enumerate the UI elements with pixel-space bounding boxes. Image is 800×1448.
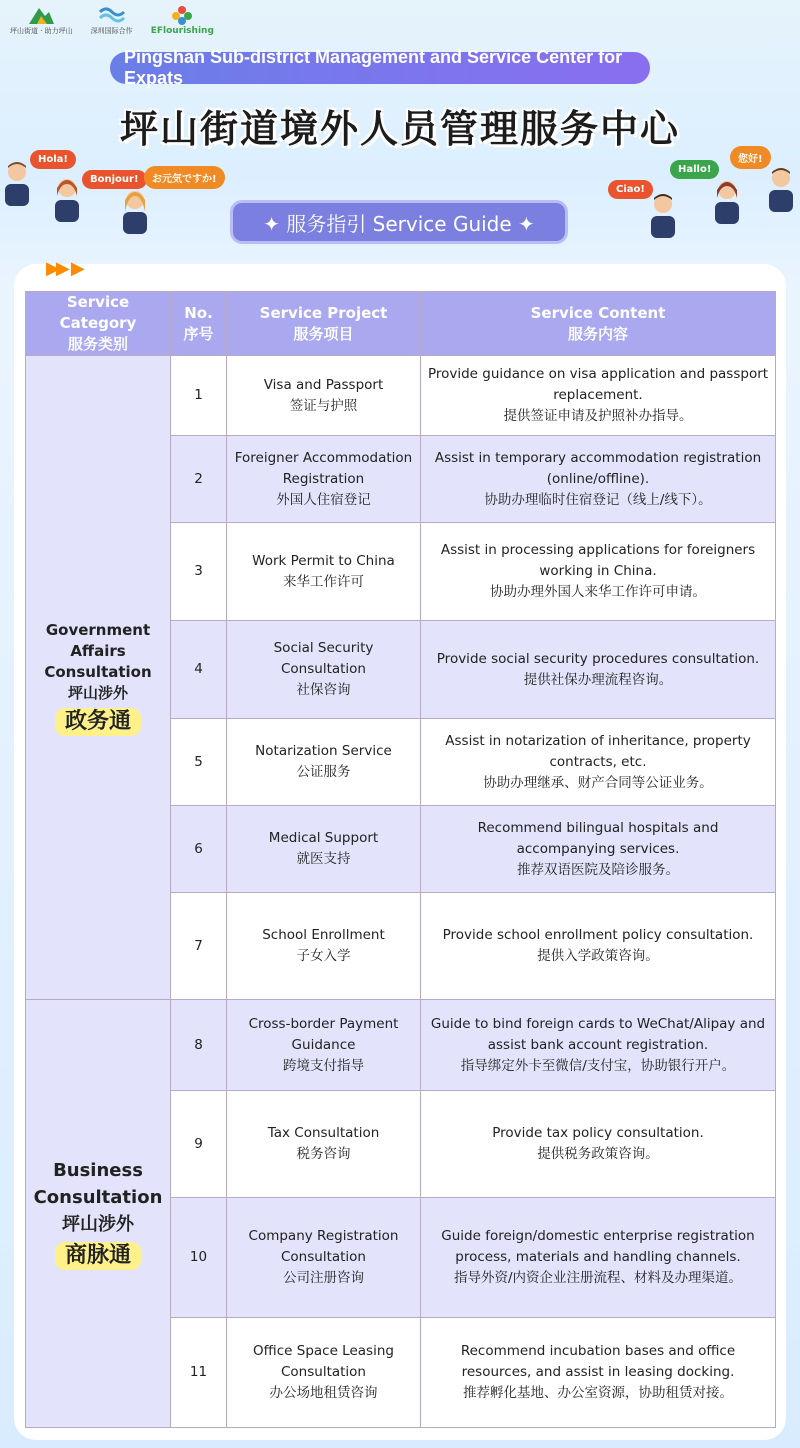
greeting-bubble: Hola! — [30, 150, 76, 169]
table-row: 5 Notarization Service 公证服务 Assist in notarization of inheritance, property contracts, etc. 协助办理继承、财产合同等公证业务。 — [26, 719, 776, 806]
table-row: Business Consultation 坪山涉外 商脉通 8 Cross-border Payment Guidance 跨境支付指导 Guide to bind foreign cards to WeChat/Alipay and assist bank account registration. 指导绑定外卡至微信/支付宝，协助银行开户。 — [26, 1000, 776, 1091]
table-row: 11 Office Space Leasing Consultation 办公场地租赁咨询 Recommend incubation bases and office resources, and assist in leasing docking. 推荐孵化基地、办公室资源，协助租赁对接。 — [26, 1318, 776, 1428]
logo-caption: EFlourishing — [150, 26, 214, 36]
category-government: Government Affairs Consultation 坪山涉外 政务通 — [26, 356, 171, 1000]
page-title: 坪山街道境外人员管理服务中心 — [119, 107, 680, 151]
greeting-bubble: 您好! — [730, 146, 771, 169]
person-icon — [764, 166, 798, 212]
person-icon — [710, 178, 744, 224]
arrow-decoration-icon: ▶▶ ▶ — [46, 258, 81, 279]
category-business: Business Consultation 坪山涉外 商脉通 — [26, 1000, 171, 1428]
person-icon — [118, 188, 152, 234]
header-project: Service Project 服务项目 — [227, 292, 421, 356]
header-number: No. 序号 — [171, 292, 227, 356]
header-category: Service Category 服务类别 — [26, 292, 171, 356]
greeting-bubble: Ciao! — [608, 180, 653, 199]
table-row: 2 Foreigner Accommodation Registration 外国人住宿登记 Assist in temporary accommodation registration (online/offline). 协助办理临时住宿登记（线上/线下）。 — [26, 436, 776, 523]
pingshan-logo — [10, 4, 73, 36]
wave-logo-icon — [98, 4, 126, 26]
flower-logo-icon — [168, 4, 196, 26]
table-row: 9 Tax Consultation 税务咨询 Provide tax policy consultation. 提供税务政策咨询。 — [26, 1091, 776, 1198]
table-row: 3 Work Permit to China 来华工作许可 Assist in processing applications for foreigners working in China. 协助办理外国人来华工作许可申请。 — [26, 523, 776, 621]
table-row: 7 School Enrollment 子女入学 Provide school enrollment policy consultation. 提供入学政策咨询。 — [26, 893, 776, 1000]
table-row: 10 Company Registration Consultation 公司注册咨询 Guide foreign/domestic enterprise registration process, materials and handling channels. 指导外资/内资企业注册流程、材料及办理渠道。 — [26, 1198, 776, 1318]
person-icon — [646, 192, 680, 238]
logo-row — [10, 4, 214, 36]
international-logo — [91, 4, 133, 36]
table-row: 6 Medical Support 就医支持 Recommend bilingual hospitals and accompanying services. 推荐双语医院及陪诊服务。 — [26, 806, 776, 893]
eflourishing-logo — [151, 4, 214, 36]
greeting-bubble: Bonjour! — [82, 170, 147, 189]
greeting-bubble: Hallo! — [670, 160, 719, 179]
header-content: Service Content 服务内容 — [421, 292, 776, 356]
service-table — [25, 291, 776, 1428]
table-row: Government Affairs Consultation 坪山涉外 政务通 1 Visa and Passport 签证与护照 Provide guidance on visa application and passport replacement. 提供签证申请及护照补办指导。 — [26, 356, 776, 436]
service-guide-label: ✦ 服务指引 Service Guide ✦ — [230, 200, 568, 244]
table-header-row — [26, 292, 776, 356]
table-row: 4 Social Security Consultation 社保咨询 Provide social security procedures consultation. 提供社保办理流程咨询。 — [26, 621, 776, 719]
logo-caption: 坪山街道 · 助力坪山 — [10, 27, 73, 35]
logo-caption: 深圳国际合作 — [90, 27, 133, 35]
english-banner: Pingshan Sub-district Management and Service Center for Expats — [110, 52, 650, 84]
person-icon — [0, 160, 34, 206]
person-icon — [50, 176, 84, 222]
mountain-logo-icon — [27, 4, 55, 26]
greeting-bubble: お元気ですか! — [144, 166, 225, 189]
